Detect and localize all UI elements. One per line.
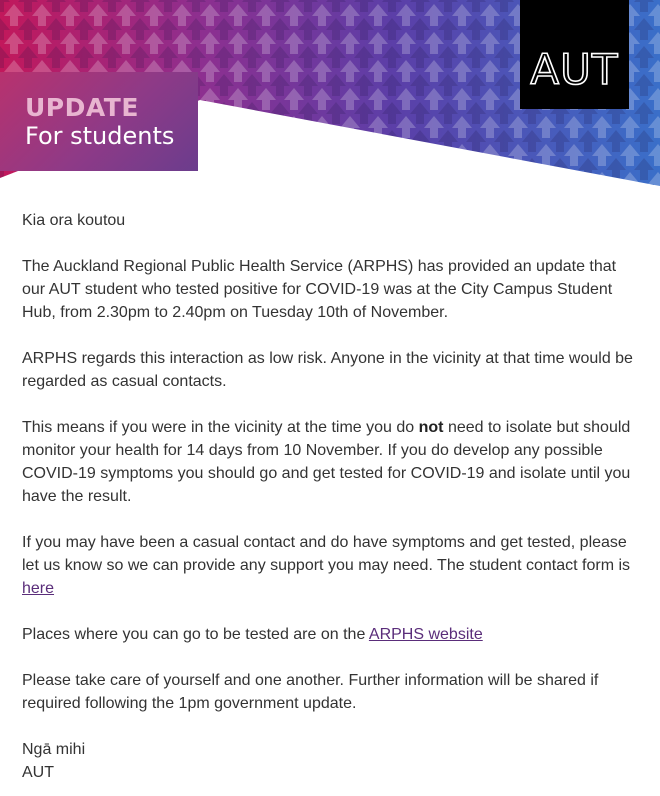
update-label: UPDATE	[25, 93, 139, 122]
greeting: Kia ora koutou	[22, 212, 126, 229]
paragraph-take-care: Please take care of yourself and one another. Further information will be shared if required following the 1pm government update.	[22, 672, 599, 712]
contact-form-link[interactable]: here	[22, 580, 55, 597]
para3-text-end: need to isolate but should monitor your health for 14 days from 10 November. If you do develop any possible COVID-19 symptoms you should go and get tested for COVID-19 and isolate until you have the result.	[22, 419, 631, 505]
header-banner	[0, 0, 660, 200]
para4-text: If you may have been a casual contact and do have symptoms and get tested, please let us know so we can provide any support you may need. The student contact form is	[22, 534, 631, 574]
for-students-label: For students	[25, 122, 175, 150]
arphs-website-link[interactable]: ARPHS website	[368, 626, 483, 643]
paragraph-testing-places	[22, 623, 642, 646]
emphasis-not: not	[418, 419, 444, 436]
aut-logo-text: AUT	[530, 45, 619, 94]
signoff: Ngā mihi	[22, 741, 86, 758]
signature: AUT	[22, 764, 54, 781]
paragraph-arphs-update: The Auckland Regional Public Health Service (ARPHS) has provided an update that our AUT student who tested positive for COVID-19 was at the City Campus Student Hub, from 2.30pm to 2.40pm on Tuesday 10th of November.	[22, 258, 617, 321]
para3-text-start: This means if you were in the vicinity at the time you do	[22, 419, 419, 436]
paragraph-contact-form	[22, 531, 642, 600]
email-body	[22, 209, 642, 784]
paragraph-low-risk: ARPHS regards this interaction as low risk. Anyone in the vicinity at that time would be regarded as casual contacts.	[22, 350, 633, 390]
update-for-students-badge	[0, 72, 198, 171]
paragraph-isolation-guidance	[22, 416, 642, 508]
para5-text: Places where you can go to be tested are on the	[22, 626, 369, 643]
aut-logo	[520, 0, 629, 109]
